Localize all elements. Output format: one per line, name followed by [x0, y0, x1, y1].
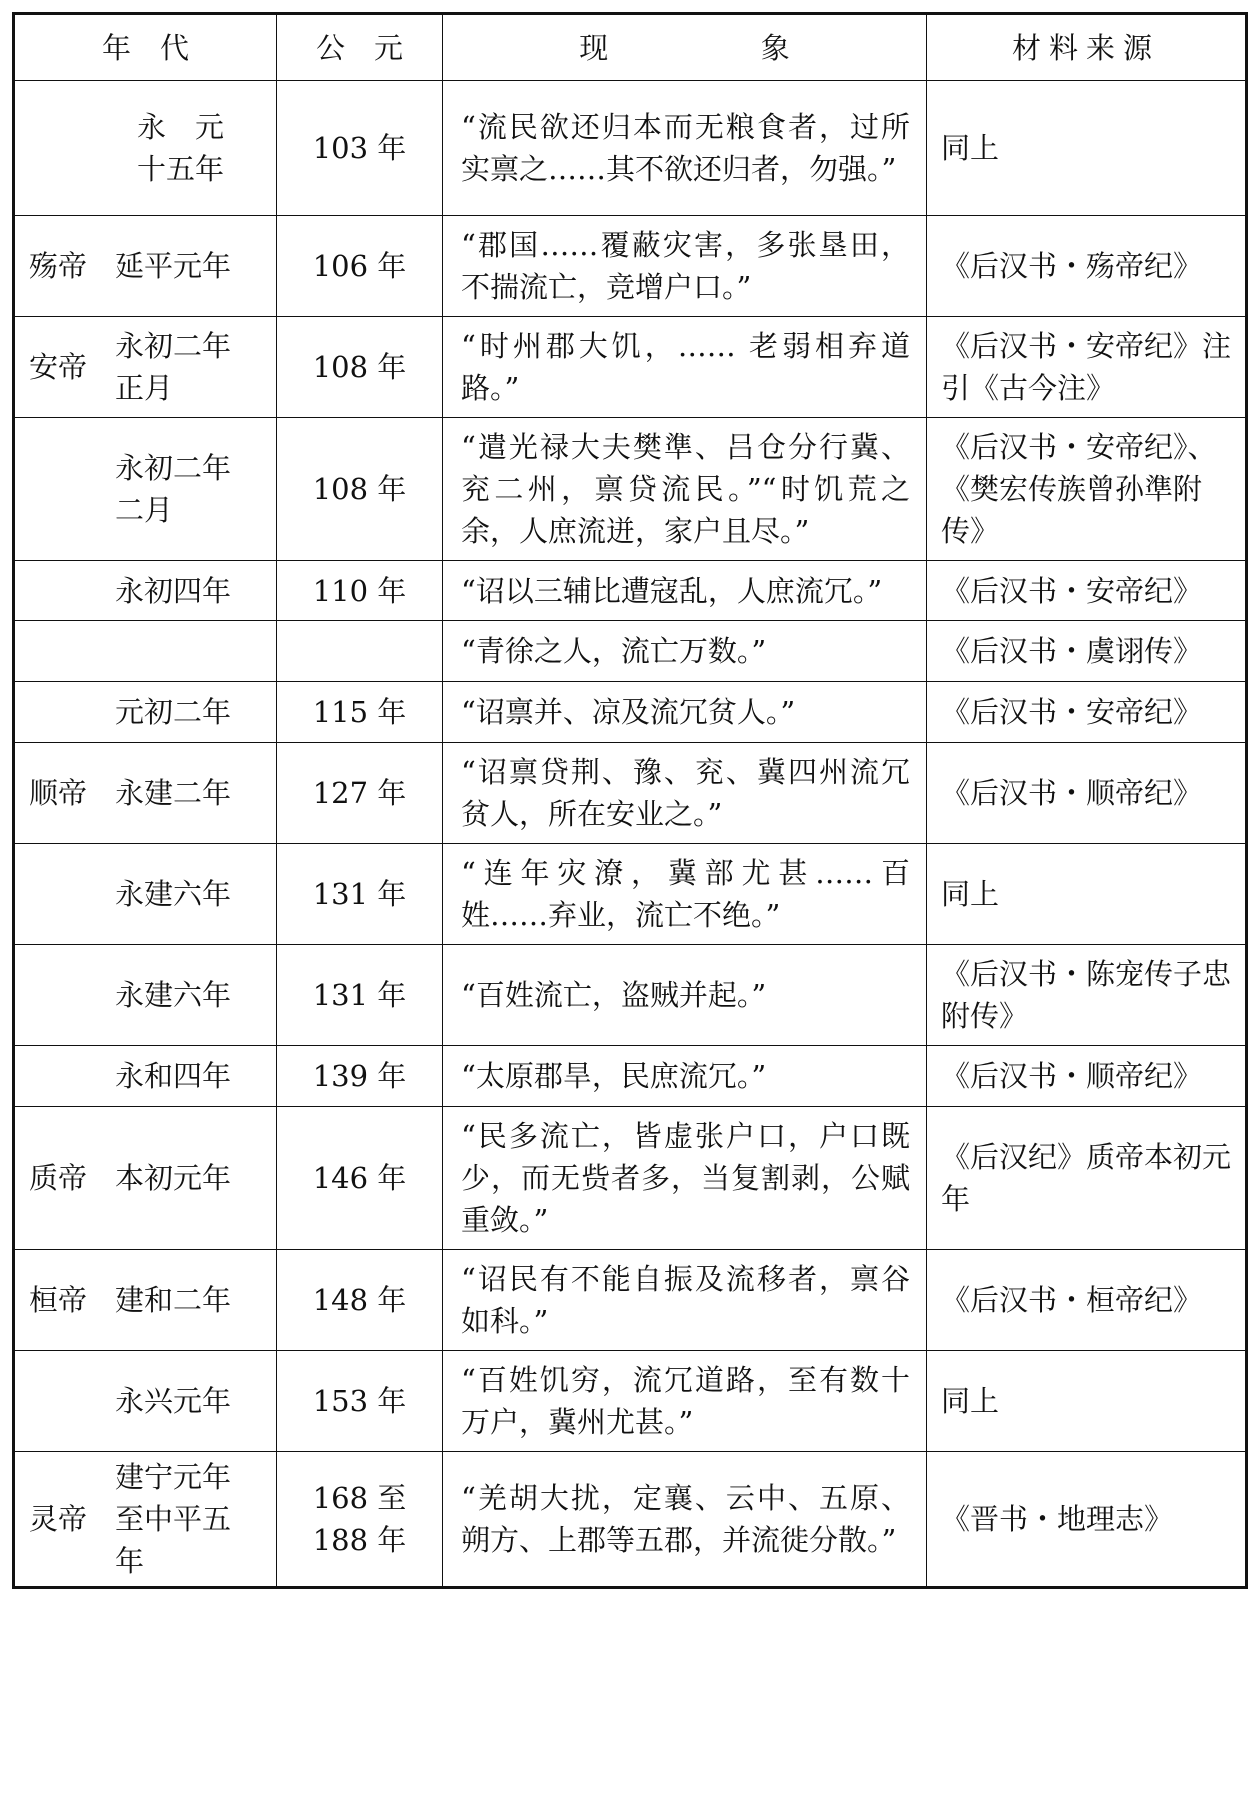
reign-title: 永建六年	[115, 877, 232, 911]
phenomenon-quote: “民多流亡，皆虚张户口，户口既少，而无赀者多，当复割剥，公赋重敛。”	[443, 1107, 927, 1250]
phenomenon-quote: “诏民有不能自振及流移者，禀谷如科。”	[443, 1250, 927, 1351]
emperor-name: 顺帝	[29, 776, 88, 810]
ad-year: 115 年	[277, 682, 443, 743]
reign-title: 永建六年	[115, 978, 232, 1012]
table-row	[14, 1046, 1247, 1107]
reign-title: 本初元年	[115, 1161, 232, 1195]
reign-title: 建宁元年 至中平五 年	[115, 1460, 232, 1578]
era-cell	[14, 1351, 277, 1452]
ad-year: 168 至 188 年	[277, 1452, 443, 1588]
phenomenon-quote: “诏以三辅比遭寇乱，人庶流冗。”	[443, 561, 927, 621]
phenomenon-quote: “遣光禄大夫樊準、吕仓分行冀、兖二州，禀贷流民。”“时饥荒之余，人庶流迸，家户且尽。”	[443, 418, 927, 561]
phenomenon-quote: “羌胡大扰，定襄、云中、五原、朔方、上郡等五郡，并流徙分散。”	[443, 1452, 927, 1588]
source-reference: 《后汉书・陈宠传子忠附传》	[927, 945, 1247, 1046]
emperor-name: 质帝	[29, 1161, 88, 1195]
era-cell	[14, 743, 277, 844]
reign-title: 永兴元年	[115, 1384, 232, 1418]
era-cell	[14, 561, 277, 621]
ad-year: 139 年	[277, 1046, 443, 1107]
source-reference: 《后汉书・顺帝纪》	[927, 1046, 1247, 1107]
source-reference: 同上	[927, 1351, 1247, 1452]
table-row	[14, 317, 1247, 418]
source-reference: 《晋书・地理志》	[927, 1452, 1247, 1588]
source-reference: 《后汉书・安帝纪》	[927, 561, 1247, 621]
emperor-name: 灵帝	[29, 1502, 88, 1536]
ad-year: 108 年	[277, 317, 443, 418]
table-row	[14, 743, 1247, 844]
era-cell	[14, 844, 277, 945]
era-cell	[14, 216, 277, 317]
source-reference: 《后汉书・安帝纪》	[927, 682, 1247, 743]
ad-year: 146 年	[277, 1107, 443, 1250]
phenomenon-quote: “太原郡旱，民庶流冗。”	[443, 1046, 927, 1107]
reign-title: 延平元年	[115, 249, 232, 283]
phenomenon-quote: “诏禀并、凉及流冗贫人。”	[443, 682, 927, 743]
ad-year: 106 年	[277, 216, 443, 317]
table-row	[14, 1107, 1247, 1250]
reign-title: 永建二年	[115, 776, 232, 810]
source-reference: 同上	[927, 844, 1247, 945]
ad-year: 131 年	[277, 945, 443, 1046]
phenomenon-quote: “流民欲还归本而无粮食者，过所实禀之……其不欲还归者，勿强。”	[443, 81, 927, 216]
source-reference: 《后汉书・虞诩传》	[927, 621, 1247, 682]
table-row	[14, 945, 1247, 1046]
source-reference: 《后汉书・安帝纪》、《樊宏传族曾孙準附传》	[927, 418, 1247, 561]
era-cell	[14, 81, 277, 216]
table-row	[14, 1351, 1247, 1452]
table-row	[14, 418, 1247, 561]
era-cell	[14, 317, 277, 418]
ad-year: 153 年	[277, 1351, 443, 1452]
ad-year: 110 年	[277, 561, 443, 621]
reign-title: 永和四年	[115, 1059, 232, 1093]
era-cell	[14, 682, 277, 743]
ad-year: 131 年	[277, 844, 443, 945]
header-phenomenon	[443, 14, 927, 81]
source-reference: 《后汉纪》质帝本初元年	[927, 1107, 1247, 1250]
phenomenon-quote: “连年灾潦，冀部尤甚……百姓……弃业，流亡不绝。”	[443, 844, 927, 945]
era-cell	[14, 1250, 277, 1351]
era-cell	[14, 945, 277, 1046]
reign-title: 永初四年	[115, 573, 232, 608]
era-cell	[14, 1107, 277, 1250]
reign-title: 永初二年 二月	[115, 451, 232, 527]
era-cell	[14, 1046, 277, 1107]
emperor-name: 桓帝	[29, 1283, 88, 1317]
reign-title: 建和二年	[115, 1283, 232, 1317]
table-row	[14, 844, 1247, 945]
table-row	[14, 216, 1247, 317]
ad-year	[277, 621, 443, 682]
header-phenomenon-part-2: 象	[760, 30, 790, 65]
era-cell	[14, 1452, 277, 1588]
emperor-name: 殇帝	[29, 249, 88, 283]
table-row	[14, 81, 1247, 216]
header-source: 材料来源	[927, 14, 1247, 81]
table-row	[14, 561, 1247, 621]
phenomenon-quote: “郡国……覆蔽灾害，多张垦田，不揣流亡，竞增户口。”	[443, 216, 927, 317]
emperor-name: 安帝	[29, 350, 88, 384]
phenomenon-quote: “百姓流亡，盗贼并起。”	[443, 945, 927, 1046]
source-reference: 同上	[927, 81, 1247, 216]
history-table	[12, 12, 1248, 1589]
ad-year: 108 年	[277, 418, 443, 561]
table-row	[14, 1452, 1247, 1588]
table-row	[14, 682, 1247, 743]
ad-year: 127 年	[277, 743, 443, 844]
reign-title: 永初二年 正月	[115, 329, 232, 405]
table-row	[14, 1250, 1247, 1351]
header-ad: 公 元	[277, 14, 443, 81]
source-reference: 《后汉书・顺帝纪》	[927, 743, 1247, 844]
ad-year: 103 年	[277, 81, 443, 216]
header-row	[14, 14, 1247, 81]
source-reference: 《后汉书・安帝纪》注引《古今注》	[927, 317, 1247, 418]
ad-year: 148 年	[277, 1250, 443, 1351]
header-phenomenon-part-1: 现	[579, 30, 609, 65]
phenomenon-quote: “百姓饥穷，流冗道路，至有数十万户，冀州尤甚。”	[443, 1351, 927, 1452]
source-reference: 《后汉书・殇帝纪》	[927, 216, 1247, 317]
era-cell	[14, 418, 277, 561]
table-row	[14, 621, 1247, 682]
phenomenon-quote: “青徐之人，流亡万数。”	[443, 621, 927, 682]
phenomenon-quote: “诏禀贷荆、豫、兖、冀四州流冗贫人，所在安业之。”	[443, 743, 927, 844]
header-era: 年 代	[14, 14, 277, 81]
reign-title: 永 元 十五年	[136, 110, 224, 186]
reign-title: 元初二年	[115, 695, 232, 729]
era-cell	[14, 621, 277, 682]
phenomenon-quote: “时州郡大饥，…… 老弱相弃道路。”	[443, 317, 927, 418]
source-reference: 《后汉书・桓帝纪》	[927, 1250, 1247, 1351]
